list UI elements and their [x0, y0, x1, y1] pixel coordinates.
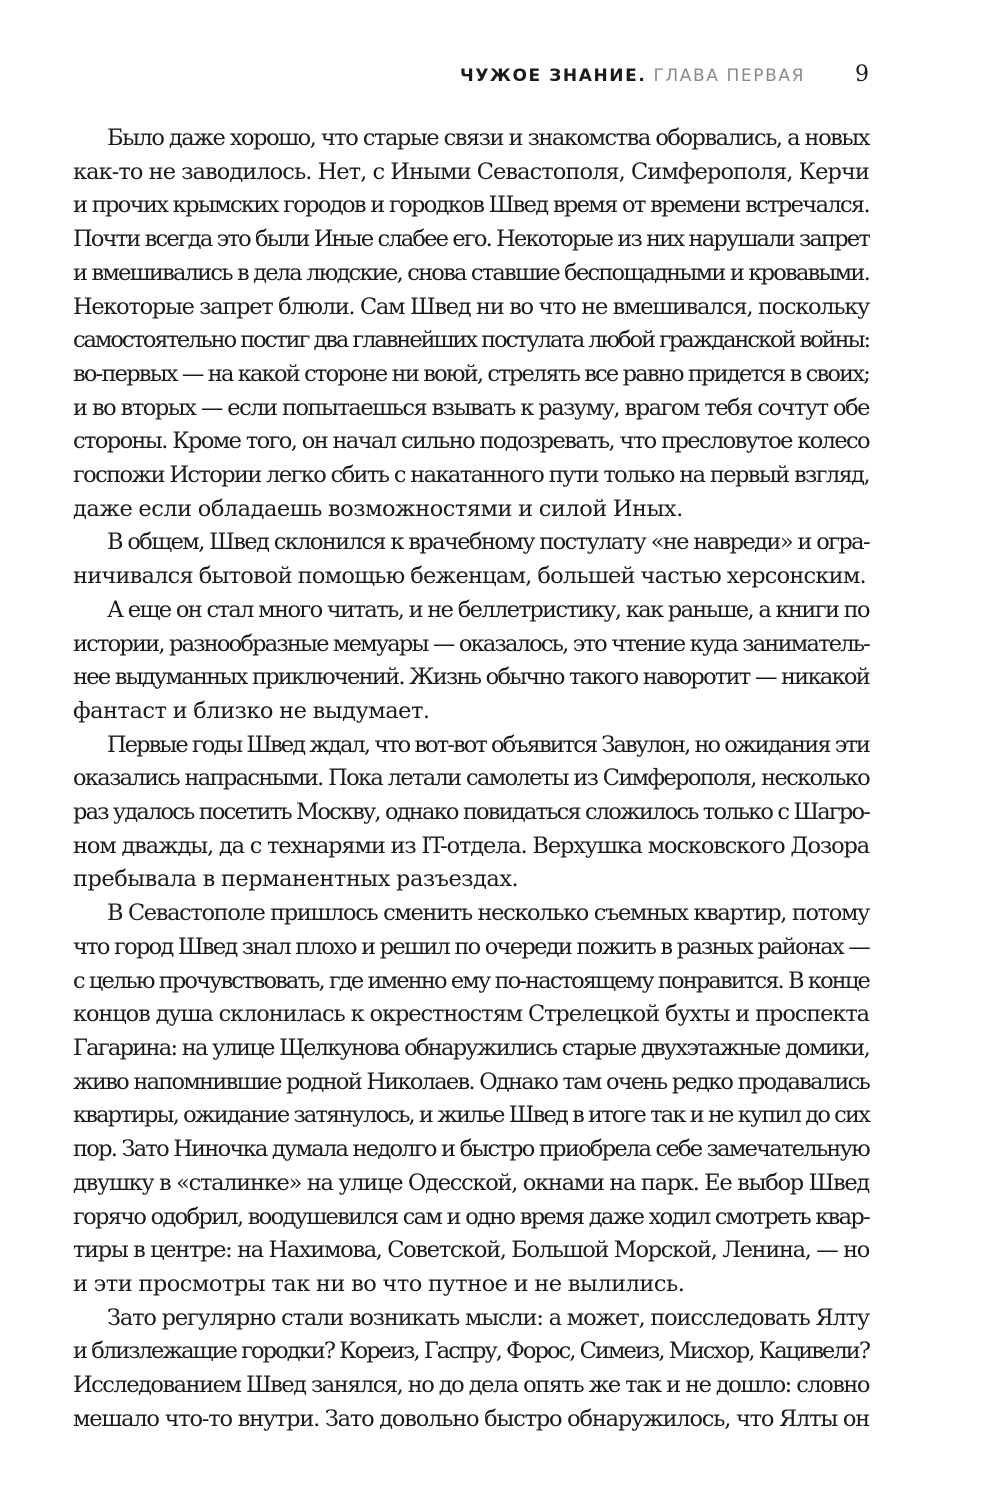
text-line: Некоторые запрет блюли. Сам Швед ни во что не вмешивался, поскольку: [73, 293, 869, 320]
text-line: пребывала в перманентных разъездах.: [73, 866, 519, 893]
text-line: Гагарина: на улице Щелкунова обнаружились старые двухэтажные домики,: [73, 1034, 869, 1061]
running-head: [73, 62, 869, 94]
text-line: В общем, Швед склонился к врачебному постулату «не навреди» и огра-: [107, 529, 869, 556]
text-line: и прочих крымских городов и городков Швед время от времени встречался.: [73, 192, 869, 219]
paragraph: [73, 594, 869, 729]
text-line: стороны. Кроме того, он начал сильно подозревать, что пресловутое колесо: [73, 428, 869, 455]
text-line: самостоятельно постиг два главнейших постулата любой гражданской войны:: [73, 327, 869, 354]
paragraph: [73, 122, 869, 526]
text-line: с целью прочувствовать, где именно ему по-настоящему понравится. В конце: [73, 967, 869, 994]
running-head-title: [460, 66, 805, 86]
text-line: Первые годы Швед ждал, что вот-вот объявится Завулон, но ожидания эти: [107, 731, 869, 758]
text-line: В Севастополе пришлось сменить несколько съемных квартир, потому: [107, 900, 869, 927]
book-title: ЧУЖОЕ ЗНАНИЕ.: [459, 66, 647, 86]
body-text: [73, 122, 869, 1436]
text-line: Исследованием Швед занялся, но до дела опять же так и не дошло: словно: [73, 1372, 869, 1399]
text-line: нее выдуманных приключений. Жизнь обычно такого наворотит — никакой: [73, 664, 869, 691]
text-line: раз удалось посетить Москву, однако повидаться сложилось только с Шагро-: [73, 799, 869, 826]
paragraph: [73, 897, 869, 1301]
text-line: А еще он стал много читать, и не беллетристику, как раньше, а книги по: [107, 596, 869, 623]
text-line: оказались напрасными. Пока летали самолеты из Симферополя, несколько: [73, 765, 869, 792]
text-line: истории, разнообразные мемуары — оказалось, это чтение куда заниматель-: [73, 630, 869, 657]
text-line: мешало что-то внутри. Зато довольно быстро обнаружилось, что Ялты он: [73, 1405, 869, 1432]
text-line: ничивался бытовой помощью беженцам, большей частью херсонским.: [73, 563, 866, 590]
chapter-title: ГЛАВА ПЕРВАЯ: [653, 66, 805, 86]
text-line: квартиры, ожидание затянулось, и жилье Швед в итоге так и не купил до сих: [73, 1102, 869, 1129]
text-line: ном дважды, да с технарями из IT-отдела. Верхушка московского Дозора: [73, 832, 869, 859]
text-line: двушку в «сталинке» на улице Одесской, окнами на парк. Ее выбор Швед: [73, 1169, 869, 1196]
text-line: тиры в центре: на Нахимова, Советской, Большой Морской, Ленина, — но: [73, 1237, 869, 1264]
text-line: пор. Зато Ниночка думала недолго и быстро приобрела себе замечательную: [73, 1136, 869, 1163]
text-line: и близлежащие городки? Кореиз, Гаспру, Форос, Симеиз, Мисхор, Кацивели?: [73, 1338, 869, 1365]
page-number: 9: [855, 62, 869, 87]
text-line: живо напомнившие родной Николаев. Однако там очень редко продавались: [73, 1068, 869, 1095]
text-line: Почти всегда это были Иные слабее его. Некоторые из них нарушали запрет: [73, 226, 869, 253]
text-line: концов душа склонилась к окрестностям Стрелецкой бухты и проспекта: [73, 1001, 869, 1028]
text-line: даже если обладаешь возможностями и силой Иных.: [73, 495, 683, 522]
text-line: и эти просмотры так ни во что путное и не вылились.: [73, 1270, 685, 1297]
text-line: госпожи Истории легко сбить с накатанного пути только на первый взгляд,: [73, 462, 869, 489]
text-line: и во вторых — если попытаешься взывать к разуму, врагом тебя сочтут обе: [73, 394, 869, 421]
text-line: как-то не заводилось. Нет, с Иными Севастополя, Симферополя, Керчи: [73, 158, 869, 185]
paragraph: [73, 1302, 869, 1437]
text-line: Зато регулярно стали возникать мысли: а может, поисследовать Ялту: [107, 1304, 869, 1331]
text-line: Было даже хорошо, что старые связи и знакомства оборвались, а новых: [107, 125, 869, 151]
paragraph: [73, 729, 869, 898]
text-line: во-первых — на какой стороне ни воюй, стрелять все равно придется в своих;: [73, 360, 869, 387]
text-line: и вмешивались в дела людские, снова ставшие беспощадными и кровавыми.: [73, 259, 869, 286]
text-line: горячо одобрил, воодушевился сам и одно время даже ходил смотреть квар-: [73, 1203, 869, 1230]
paragraph: [73, 526, 869, 593]
text-line: фантаст и близко не выдумает.: [73, 697, 430, 724]
text-line: что город Швед знал плохо и решил по очереди пожить в разных районах —: [73, 933, 869, 960]
